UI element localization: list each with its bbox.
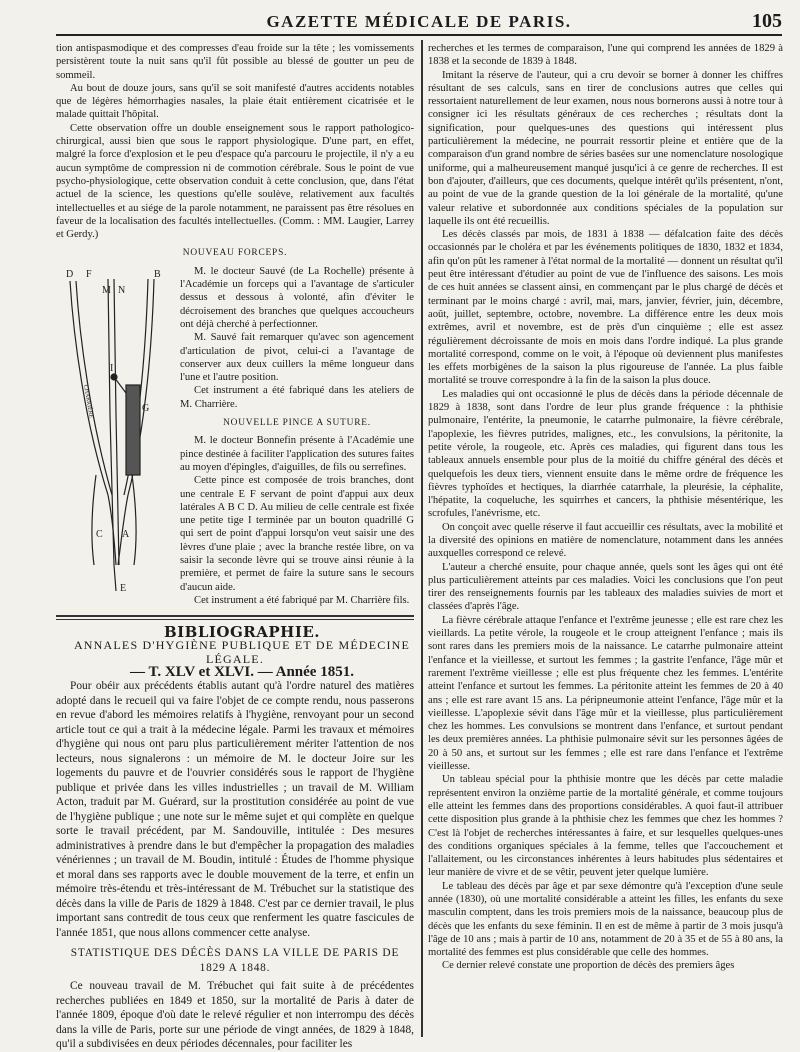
lower-left-handle	[92, 475, 96, 565]
paragraph: Cette pince est composée de trois branches, dont une centrale E F servant de point d'appui aux deux latérales A B C D. Au milieu de celle centrale est fixée une petite tige I terminée par un bouton quadrillé G qui sert de point d'appui lorsqu'on veut saisir une des lèvres d'une plaie ; avec la branche restée libre, on va saisir la seconde lèvre qui se trouve ainsi réunie à la première, et permet de faire la suture sans le secours d'aucun aide.	[180, 475, 414, 593]
grip-pad	[126, 385, 140, 475]
label-N: N	[118, 284, 126, 296]
bibliography-volume: — T. XLV et XLVI. — Année 1851.	[130, 664, 354, 681]
right-column	[428, 42, 783, 1037]
paragraph: Les maladies qui ont occasionné le plus de décès dans la période décennale de 1829 à 1838, sont dans l'ordre de leur plus grande fréquence : la phthisie pulmonaire, l'entérite, la pneumonie, le catarrhe pulmonaire, la fièvre cérébrale, l'apoplexie, les fièvres putrides, malignes, etc., les convulsions, la péritonite, la petite vérole, la rougeole, etc. Après ces maladies, qui figurent dans tous les tableaux annuels ensemble pour plus de la moitié du chiffre général des décès et quelquefois les deux tiers, viennent ensuite dans le même ordre de fréquence les fièvres typhoïdes et hectiques, la diarrhée catarrhale, la pleurésie, la céphalite, l'hépatite, la coqueluche, les squirrhes et cancers, la phthisie mésentérique, les scrofules, l'anévrisme, etc.	[428, 388, 783, 520]
paragraph: Les décès classés par mois, de 1831 à 1838 — défalcation faite des décès occasionnés par le choléra et par les événements politiques de 1830, 1832 et 1834, afin qu'on pût les ramener à l'état normal de la mortalité — donnent un résultat qu'il peut être intéressant d'étudier au point de vue de l'influence des saisons. Les mois de ces huit années se classent ainsi, en commençant par le plus chargé de décès et terminant par le moins chargé : avril, mai, mars, janvier, février, juin, décembre, août, juillet, septembre, octobre, novembre. La différence entre les deux mois extrêmes, avril et novembre, est de près d'un cinquième ; elle est assez régulièrement décroissante de mois en mois dans l'ordre indiqué. La plus grande mortalité correspond, comme on le voit, à l'époque où deviennent plus manifestes les effets morbigènes de la saison la plus rigoureuse de l'année. La plus faible mortalité se trouve correspondre à la fin de la saison la plus douce.	[428, 229, 783, 387]
section-rule	[56, 615, 414, 620]
paragraph: M. le docteur Bonnefin présente à l'Académie une pince destinée à faciliter l'application des sutures faites au moyen d'épingles, d'aiguilles, de fils ou serrefines.	[180, 435, 414, 473]
paragraph: Le tableau des décès par âge et par sexe démontre qu'à l'exception d'une seule année (1830), où une mortalité considérable a atteint les filles, les enfants du sexe masculin comptent, dans les trois premiers mois de la naissance, beaucoup plus de décès que les enfants du sexe féminin. Il en est de même à partir de 3 mois jusqu'à l'âge de 10 ans ; mais à partir de 10 ans, notamment de 20 à 35 et de 55 à 80 ans, la mortalité des femmes est plus considérable que celle des hommes.	[428, 880, 783, 959]
page-number: 105	[752, 10, 782, 32]
paragraph: On conçoit avec quelle réserve il faut accueillir ces résultats, avec la mobilité et la diversité des opinions en matière de nomenclature, notamment dans les années auxquelles correspond ce relevé.	[428, 521, 783, 560]
paragraph: M. le docteur Sauvé (de La Rochelle) présente à l'Académie un forceps qui a l'avantage de s'articuler dessus et dessous à volonté, afin d'éviter le décroisement des branches que quelques accoucheurs ont déjà cherché à perfectionner.	[180, 265, 414, 330]
paragraph: L'auteur a cherché ensuite, pour chaque année, quels sont les âges qui ont été plus particulièrement atteints par ces maladies. Voici les conclusions que l'on peut tirer des renseignements fournis par les tableaux des maladies suivies de mort et classées d'après l'âge.	[428, 561, 783, 613]
bibliography-journal: ANNALES D'HYGIÈNE PUBLIQUE ET DE MÉDECINE LÉGALE.	[73, 638, 411, 666]
label-F: F	[86, 268, 92, 280]
paragraph: recherches et les termes de comparaison, l'une qui comprend les années de 1829 à 1838 et la seconde de 1839 à 1848.	[428, 43, 783, 68]
label-A: A	[122, 528, 130, 540]
section-heading-statistique: STATISTIQUE DES DÉCÈS DANS LA VILLE DE PARIS DE 1829 A 1848.	[70, 947, 400, 974]
label-M: M	[102, 284, 111, 296]
section-heading-pince: NOUVELLE PINCE A SUTURE.	[223, 418, 371, 429]
paragraph: Ce dernier relevé constate une proportion de décès des premiers âges	[442, 960, 735, 972]
label-G: G	[142, 402, 150, 414]
forceps-figure	[56, 265, 174, 595]
paragraph: La fièvre cérébrale attaque l'enfance et l'extrême jeunesse ; elle est rare chez les vieillards. La petite vérole, la rougeole et le croup atteignent l'enfance ; mais ils sont rares dans les premiers mois de la naissance. Le catarrhe pulmonaire atteint l'enfance et la vieillesse, et surtout les femmes ; la gastrite l'enfance, l'âge mûr et rarement l'extrême vieillesse ; elle est plus fréquente chez les femmes. L'entérite atteint l'enfance et surtout les femmes. La péritonite atteint les femmes de 20 à 40 ans ; elle est rare avant 15 ans. La péripneumonie atteint l'enfance, l'âge mûr et la vieillesse. L'apoplexie sévit dans l'âge mûr et la vieillesse, plus particulièrement chez les hommes. Les convulsions se montrent dans l'enfance, et surtout pendant les deux premières années. La phthisie pulmonaire sévit sur les personnes âgées de 20 à 50 ans, et surtout sur les femmes ; elle est rare dans l'enfance et l'extrême vieillesse.	[428, 614, 783, 773]
column-divider	[421, 40, 423, 1037]
paragraph: M. Sauvé fait remarquer qu'avec son agencement d'articulation de pivot, celui-ci a l'avantage de conserver aux deux cuillers la même longueur dans l'une et l'autre position.	[180, 332, 414, 384]
figure-block	[56, 265, 414, 607]
label-E: E	[120, 582, 127, 594]
left-branch-inner	[76, 281, 112, 495]
lower-right-handle	[132, 475, 136, 565]
section-heading-forceps: NOUVEAU FORCEPS.	[182, 248, 288, 259]
journal-title: GAZETTE MÉDICALE DE PARIS.	[266, 12, 572, 31]
label-C: C	[96, 528, 103, 540]
maker-stamp: CHARRIÈRE	[82, 384, 94, 419]
button	[111, 374, 117, 380]
label-D: D	[66, 268, 74, 280]
forceps-illustration	[56, 265, 174, 595]
paragraph: Au bout de douze jours, sans qu'il se soit manifesté d'autres accidents notables que de légères hémorrhagies nasales, la plaie était entièrement cicatrisée et le malade quittait l'hôpital.	[56, 82, 414, 121]
paragraph: Cet instrument a été fabriqué par M. Charrière fils.	[194, 594, 410, 606]
page-header	[56, 10, 782, 36]
label-I: I	[110, 362, 114, 374]
paragraph: Cet instrument a été fabriqué dans les ateliers de M. Charrière.	[180, 385, 414, 410]
left-column	[56, 42, 414, 1051]
paragraph: Ce nouveau travail de M. Trébuchet qui fait suite à de précédentes recherches publiées en 1849 et 1850, sur la mortalité de Paris à dater de l'année 1809, époque d'où date le relevé régulier et non interrompu des décès dans la ville de Paris, porte sur une période de vingt années, de 1829 à 1848, qu'il a subdivisées en deux périodes décennales, pour faciliter les	[56, 980, 414, 1051]
figure-text	[174, 265, 414, 607]
bibliography-body	[56, 679, 414, 1052]
paragraph: Cette observation offre un double enseignement sous le rapport pathologico-chirurgical, aussi bien que sous le rapport physiologique. D'une part, en effet, malgré la force d'explosion et le peu d'espace qu'a parcouru le projectile, il n'y a eu aucun symptôme de compression ni de commotion cérébrale. Sous le point de vue psycho-physiologique, cette observation conduit à cette conclusion, que, dans l'état actuel de la science, les questions qu'elle soulève, relativement aux facultés intellectuelles et au siége de la parole notamment, ne paraissent pas être résolues en faveur de la localisation des facultés intellectuelles. (Comm. : MM. Laugier, Larrey et Gerdy.)	[56, 122, 414, 241]
paragraph: tion antispasmodique et des compresses d'eau froide sur la tête ; les vomissements persistèrent toute la nuit sans qu'il fût possible au blessé de goutter un peu de sommeil.	[56, 43, 414, 81]
bibliography-title: BIBLIOGRAPHIE.	[163, 623, 321, 642]
center-branch-inner	[114, 279, 119, 565]
paragraph: Un tableau spécial pour la phthisie montre que les décès par cette maladie représentent environ la onzième partie de la mortalité générale, et comme toujours elle atteint les femmes dans des proportions considérables. A quoi faut-il attribuer cette disposition plus grande à la phthisie chez les femmes que chez les hommes ? C'est là l'objet de recherches intéressantes à faire, et sur lesquelles quelques-unes des conditions organiques spéciales à la femme, telles que l'accouchement et l'allaitement, ou les circonstances inhérentes à leurs habitudes plus sédentaires et leur manière de vivre et de se vêtir, peuvent jeter quelque lumière.	[428, 774, 783, 879]
paragraph: Pour obéir aux précédents établis autant qu'à l'ordre naturel des matières adopté dans le recueil qui va faire l'objet de ce compte rendu, nous passerons en revue d'abord les mémoires relatifs à l'hygiène, renvoyant pour un second article tout ce qui a trait à la médecine légale. Parmi les travaux et mémoires d'hygiène qui nous ont paru plus particulièrement mériter l'attention de nos lecteurs, nous signalerons : un mémoire de M. le docteur Joire sur les logements du pauvre et de l'ouvrier considérés sous le rapport de l'hygiène publique et privée dans les villes industrielles ; un travail de M. William Acton, traduit par M. Guérard, sur la prostitution considérée au point de vue de l'hygiène publique ; une note sur le même sujet et qui complète en quelque sorte le travail précédent, par M. Sandouville, intitulée : Des mesures administratives à prendre dans le but d'empêcher la propagation des maladies vénériennes ; un travail de M. Boudin, intitulé : Études de l'homme physique et moral dans ses rapports avec le double mouvement de la terre, et enfin un mémoire très-étendu et très-intéressant de M. Trébuchet sur la statistique des décès dans la ville de Paris de 1829 à 1848. C'est par ce dernier travail, le plus important sans contredit de tous ceux que renferment les quatre fascicules de l'année 1851, que nous allons commencer cette analyse.	[56, 680, 414, 939]
label-B: B	[154, 268, 161, 280]
paragraph: Imitant la réserve de l'auteur, qui a cru devoir se borner à donner les chiffres résultant de ses calculs, sans en tirer de conclusions autres que celles qui ressortaient naturellement de leur examen, nous nous bornerons aussi à notre tour à consigner ici les résultats généraux de ces recherches ; résultats dont la signification, pour quelques-unes des questions qui intéressent plus particulièrement la médecine, ne pourrait ressortir pleine et entière que de la comparaison d'un grand nombre de séries basées sur une nomenclature nosologique uniforme, qui a malheureusement manqué jusqu'ici à ce genre de recherches. Il est bon d'ajouter, d'ailleurs, que ces documents, quelque intérêt qu'ils présentent, n'ont, au point de vue de la grande question de la loi générale de la mortalité, qu'une valeur relative et subordonnée aux conditions spéciales de la population sur laquelle ils ont été recueillis.	[428, 69, 783, 227]
